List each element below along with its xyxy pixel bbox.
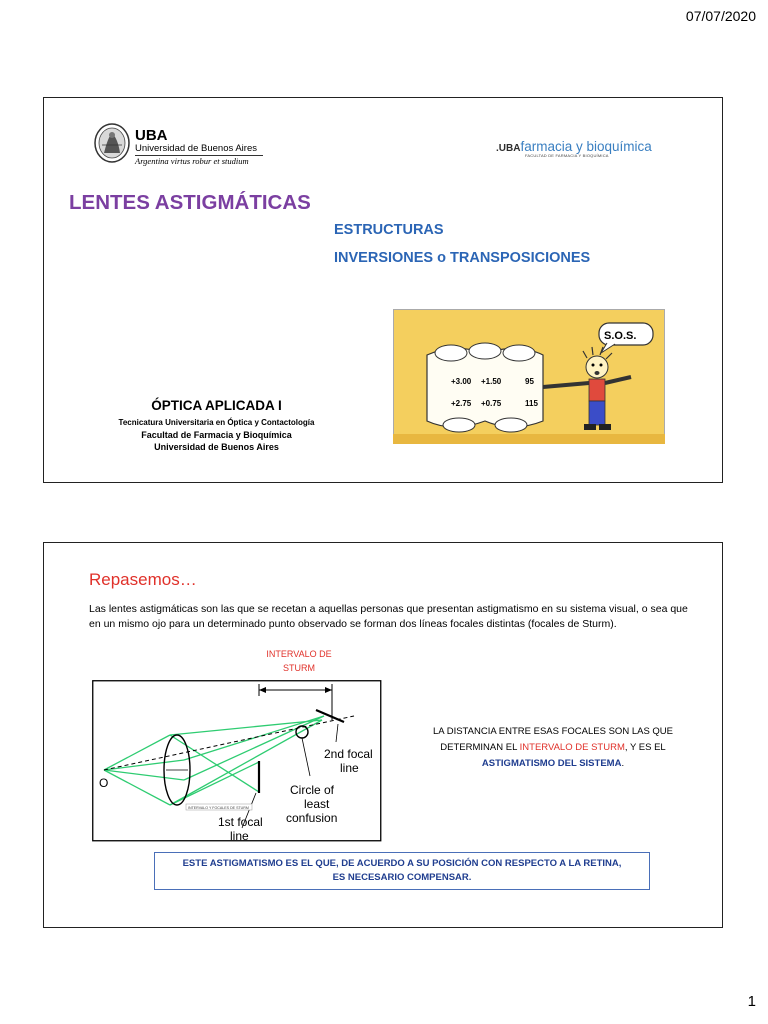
explanation-highlight: INTERVALO DE STURM [519,742,625,754]
slide-heading: Repasemos… [89,570,197,589]
faculty-logo [496,138,652,156]
slide-title [43,97,723,483]
circle-label-2: least [304,797,330,811]
course-program: Tecnicatura Universitaria en Óptica y Contactología [118,418,315,427]
interval-explanation [414,724,692,772]
second-focal-label-1: 2nd focal [324,747,373,761]
first-focal-label-1: 1st focal [218,815,263,829]
sos-cartoon-illustration [393,309,665,444]
uba-logo-text [135,128,263,166]
diagram-caption: INTERVALO Y FOCALES DE STURM [188,806,249,810]
course-name: ÓPTICA APLICADA I [151,398,282,413]
slide-main-title: LENTES ASTIGMÁTICAS [69,191,311,214]
slide-review [43,542,723,928]
course-university: Universidad de Buenos Aires [154,442,279,453]
rx-r1-cyl: +1.50 [481,377,502,386]
slide-subtitle-2: INVERSIONES o TRANSPOSICIONES [334,250,591,266]
circle-label-3: confusion [286,811,338,825]
speech-bubble-text: S.O.S. [604,330,637,342]
uba-seal-icon [94,123,130,163]
uba-acronym: UBA [135,127,168,144]
course-info [44,398,389,453]
faculty-logo-name: farmacia y bioquímica [520,139,652,154]
rx-r1-sph: +3.00 [451,377,472,386]
intro-paragraph: Las lentes astigmáticas son las que se recetan a aquellas personas que presentan astigmatismo en su sistema visual, o sea que en un mismo ojo para un determinado punto observado se forman dos líneas focales distintas (focales de Sturm). [89,603,688,631]
rx-r2-cyl: +0.75 [481,399,502,408]
rx-r1-axis: 95 [525,377,534,386]
course-faculty: Facultad de Farmacia y Bioquímica [141,430,292,440]
sturm-interval-label-line1: INTERVALO DE [266,649,332,659]
sturm-conoid-diagram [92,680,382,842]
explanation-part-1: LA DISTANCIA ENTRE ESAS FOCALES SON LAS QUE DETERMINAN EL [432,726,674,754]
faculty-logo-prefix: .UBA [496,143,521,154]
point-o-label: O [99,776,109,790]
circle-label-1: Circle of [290,783,335,797]
explanation-part-2: , Y ES EL [624,742,666,754]
page-number: 1 [747,993,756,1010]
slide-subtitle-1: ESTRUCTURAS [334,222,444,238]
uba-motto: Argentina virtus robur et studium [135,155,249,166]
compensation-note-line2: ES NECESARIO COMPENSAR. [332,872,472,884]
sturm-interval-label-line2: STURM [283,662,315,673]
sturm-interval-label [256,648,342,675]
uba-name: Universidad de Buenos Aires [135,142,257,154]
explanation-emphasis: ASTIGMATISMO DEL SISTEMA [481,758,622,770]
explanation-part-3: . [621,758,625,770]
first-focal-label-2: line [230,829,249,842]
compensation-note-line1: ESTE ASTIGMATISMO ES EL QUE, DE ACUERDO A SU POSICIÓN CON RESPECTO A LA RETINA, [182,858,622,869]
document-date: 07/07/2020 [685,8,756,24]
compensation-note [154,852,650,890]
faculty-logo-subtitle: FACULTAD DE FARMACIA Y BIOQUÍMICA [525,153,609,158]
second-focal-label-2: line [340,761,359,775]
rx-r2-axis: 115 [525,399,538,408]
rx-r2-sph: +2.75 [451,399,472,408]
